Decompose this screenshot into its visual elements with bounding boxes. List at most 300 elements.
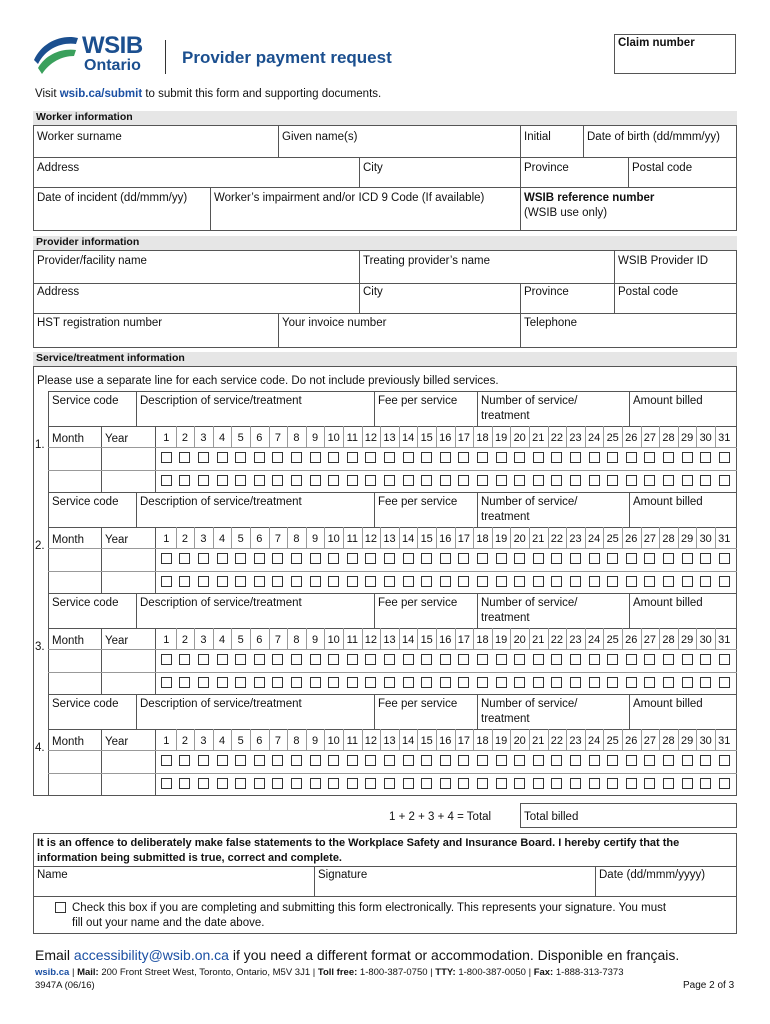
day-checkbox-row2[interactable]	[198, 475, 209, 486]
day-checkbox-row2[interactable]	[514, 576, 525, 587]
day-checkbox-row2[interactable]	[570, 475, 581, 486]
day-checkbox-row1[interactable]	[310, 654, 321, 665]
day-checkbox-row1[interactable]	[589, 553, 600, 564]
service-fee-field[interactable]: Fee per service	[378, 496, 458, 508]
day-checkbox-row2[interactable]	[570, 778, 581, 789]
day-checkbox-row1[interactable]	[198, 654, 209, 665]
day-checkbox-row1[interactable]	[514, 654, 525, 665]
day-checkbox-row2[interactable]	[179, 778, 190, 789]
worker-incident-date-field[interactable]: Date of incident (dd/mmm/yy)	[37, 192, 188, 204]
day-checkbox-row1[interactable]	[682, 553, 693, 564]
day-checkbox-row2[interactable]	[161, 778, 172, 789]
day-checkbox-row1[interactable]	[644, 755, 655, 766]
day-checkbox-row2[interactable]	[235, 778, 246, 789]
service-description-field[interactable]: Description of service/treatment	[140, 395, 302, 407]
day-checkbox-row1[interactable]	[365, 755, 376, 766]
day-checkbox-row1[interactable]	[663, 553, 674, 564]
day-checkbox-row2[interactable]	[458, 677, 469, 688]
day-checkbox-row2[interactable]	[477, 475, 488, 486]
day-checkbox-row1[interactable]	[700, 553, 711, 564]
day-checkbox-row1[interactable]	[291, 654, 302, 665]
day-checkbox-row2[interactable]	[272, 778, 283, 789]
day-checkbox-row2[interactable]	[179, 576, 190, 587]
day-checkbox-row1[interactable]	[533, 654, 544, 665]
day-checkbox-row2[interactable]	[310, 778, 321, 789]
day-checkbox-row2[interactable]	[496, 475, 507, 486]
day-checkbox-row2[interactable]	[626, 677, 637, 688]
day-checkbox-row1[interactable]	[235, 553, 246, 564]
day-checkbox-row2[interactable]	[310, 576, 321, 587]
day-checkbox-row2[interactable]	[496, 576, 507, 587]
day-checkbox-row1[interactable]	[570, 654, 581, 665]
day-checkbox-row2[interactable]	[700, 576, 711, 587]
worker-impairment-field[interactable]: Worker’s impairment and/or ICD 9 Code (If available)	[214, 192, 485, 204]
day-checkbox-row1[interactable]	[272, 755, 283, 766]
day-checkbox-row1[interactable]	[384, 553, 395, 564]
day-checkbox-row1[interactable]	[235, 755, 246, 766]
day-checkbox-row2[interactable]	[272, 475, 283, 486]
day-checkbox-row2[interactable]	[607, 677, 618, 688]
provider-province-field[interactable]: Province	[524, 286, 569, 298]
day-checkbox-row2[interactable]	[700, 475, 711, 486]
day-checkbox-row1[interactable]	[644, 553, 655, 564]
day-checkbox-row2[interactable]	[291, 677, 302, 688]
day-checkbox-row2[interactable]	[347, 576, 358, 587]
worker-postal-field[interactable]: Postal code	[632, 162, 693, 174]
day-checkbox-row2[interactable]	[458, 778, 469, 789]
day-checkbox-row2[interactable]	[477, 778, 488, 789]
day-checkbox-row1[interactable]	[179, 553, 190, 564]
day-checkbox-row1[interactable]	[607, 654, 618, 665]
day-checkbox-row1[interactable]	[198, 452, 209, 463]
day-checkbox-row2[interactable]	[458, 576, 469, 587]
day-checkbox-row1[interactable]	[384, 654, 395, 665]
day-checkbox-row1[interactable]	[310, 755, 321, 766]
day-checkbox-row2[interactable]	[403, 677, 414, 688]
day-checkbox-row1[interactable]	[235, 452, 246, 463]
worker-given-field[interactable]: Given name(s)	[282, 131, 358, 143]
day-checkbox-row1[interactable]	[403, 654, 414, 665]
day-checkbox-row1[interactable]	[551, 452, 562, 463]
day-checkbox-row2[interactable]	[644, 475, 655, 486]
worker-dob-field[interactable]: Date of birth (dd/mmm/yy)	[587, 131, 720, 143]
day-checkbox-row1[interactable]	[328, 452, 339, 463]
day-checkbox-row2[interactable]	[365, 677, 376, 688]
day-checkbox-row1[interactable]	[421, 654, 432, 665]
day-checkbox-row2[interactable]	[440, 475, 451, 486]
day-checkbox-row1[interactable]	[440, 553, 451, 564]
day-checkbox-row1[interactable]	[477, 755, 488, 766]
certify-signature-field[interactable]: Signature	[318, 869, 368, 881]
service-fee-field[interactable]: Fee per service	[378, 698, 458, 710]
service-amount-field[interactable]: Amount billed	[633, 395, 703, 407]
month-field[interactable]: Month	[52, 635, 84, 647]
day-checkbox-row1[interactable]	[477, 452, 488, 463]
provider-facility-field[interactable]: Provider/facility name	[37, 255, 147, 267]
day-checkbox-row2[interactable]	[291, 475, 302, 486]
day-checkbox-row1[interactable]	[347, 755, 358, 766]
day-checkbox-row2[interactable]	[347, 475, 358, 486]
day-checkbox-row2[interactable]	[589, 475, 600, 486]
day-checkbox-row2[interactable]	[254, 778, 265, 789]
day-checkbox-row2[interactable]	[682, 475, 693, 486]
day-checkbox-row2[interactable]	[421, 576, 432, 587]
day-checkbox-row1[interactable]	[496, 553, 507, 564]
month-field[interactable]: Month	[52, 736, 84, 748]
day-checkbox-row1[interactable]	[570, 755, 581, 766]
day-checkbox-row1[interactable]	[458, 553, 469, 564]
day-checkbox-row1[interactable]	[700, 654, 711, 665]
day-checkbox-row2[interactable]	[421, 677, 432, 688]
day-checkbox-row1[interactable]	[440, 452, 451, 463]
worker-initial-field[interactable]: Initial	[524, 131, 551, 143]
day-checkbox-row2[interactable]	[644, 677, 655, 688]
day-checkbox-row1[interactable]	[254, 755, 265, 766]
day-checkbox-row1[interactable]	[421, 755, 432, 766]
year-field[interactable]: Year	[105, 635, 129, 647]
service-description-field[interactable]: Description of service/treatment	[140, 597, 302, 609]
day-checkbox-row2[interactable]	[217, 475, 228, 486]
day-checkbox-row2[interactable]	[198, 677, 209, 688]
day-checkbox-row2[interactable]	[440, 778, 451, 789]
day-checkbox-row1[interactable]	[719, 452, 730, 463]
wsib-provider-id-field[interactable]: WSIB Provider ID	[618, 255, 709, 267]
day-checkbox-row1[interactable]	[403, 452, 414, 463]
invoice-number-field[interactable]: Your invoice number	[282, 317, 387, 329]
day-checkbox-row2[interactable]	[682, 576, 693, 587]
service-number-field[interactable]: Number of service/	[481, 395, 578, 407]
day-checkbox-row2[interactable]	[235, 677, 246, 688]
day-checkbox-row2[interactable]	[161, 576, 172, 587]
day-checkbox-row1[interactable]	[217, 452, 228, 463]
day-checkbox-row1[interactable]	[291, 755, 302, 766]
day-checkbox-row1[interactable]	[682, 755, 693, 766]
day-checkbox-row2[interactable]	[626, 576, 637, 587]
certify-date-field[interactable]: Date (dd/mmm/yyyy)	[599, 869, 706, 881]
day-checkbox-row2[interactable]	[589, 778, 600, 789]
day-checkbox-row1[interactable]	[161, 553, 172, 564]
worker-surname-field[interactable]: Worker surname	[37, 131, 122, 143]
day-checkbox-row1[interactable]	[440, 755, 451, 766]
day-checkbox-row2[interactable]	[384, 576, 395, 587]
wsib-site-link[interactable]: wsib.ca	[35, 967, 70, 978]
service-amount-field[interactable]: Amount billed	[633, 597, 703, 609]
day-checkbox-row2[interactable]	[719, 576, 730, 587]
day-checkbox-row2[interactable]	[254, 677, 265, 688]
day-checkbox-row2[interactable]	[644, 576, 655, 587]
day-checkbox-row1[interactable]	[217, 654, 228, 665]
day-checkbox-row2[interactable]	[551, 475, 562, 486]
day-checkbox-row1[interactable]	[477, 553, 488, 564]
service-number-field[interactable]: Number of service/	[481, 698, 578, 710]
day-checkbox-row2[interactable]	[310, 475, 321, 486]
day-checkbox-row1[interactable]	[291, 452, 302, 463]
day-checkbox-row2[interactable]	[328, 778, 339, 789]
day-checkbox-row2[interactable]	[291, 576, 302, 587]
day-checkbox-row2[interactable]	[719, 677, 730, 688]
day-checkbox-row1[interactable]	[161, 755, 172, 766]
day-checkbox-row2[interactable]	[384, 475, 395, 486]
worker-city-field[interactable]: City	[363, 162, 383, 174]
day-checkbox-row1[interactable]	[347, 452, 358, 463]
day-checkbox-row1[interactable]	[719, 654, 730, 665]
accessibility-email-link[interactable]: accessibility@wsib.on.ca	[73, 947, 229, 963]
treating-provider-field[interactable]: Treating provider’s name	[363, 255, 490, 267]
day-checkbox-row1[interactable]	[551, 654, 562, 665]
day-checkbox-row2[interactable]	[682, 677, 693, 688]
day-checkbox-row2[interactable]	[514, 677, 525, 688]
day-checkbox-row1[interactable]	[328, 654, 339, 665]
day-checkbox-row2[interactable]	[533, 778, 544, 789]
day-checkbox-row2[interactable]	[533, 475, 544, 486]
day-checkbox-row2[interactable]	[161, 677, 172, 688]
day-checkbox-row1[interactable]	[458, 452, 469, 463]
day-checkbox-row2[interactable]	[551, 576, 562, 587]
service-number-field[interactable]: Number of service/	[481, 496, 578, 508]
provider-address-field[interactable]: Address	[37, 286, 80, 298]
day-checkbox-row2[interactable]	[477, 576, 488, 587]
day-checkbox-row2[interactable]	[589, 576, 600, 587]
day-checkbox-row1[interactable]	[421, 553, 432, 564]
day-checkbox-row2[interactable]	[607, 475, 618, 486]
day-checkbox-row1[interactable]	[719, 553, 730, 564]
day-checkbox-row2[interactable]	[328, 576, 339, 587]
day-checkbox-row2[interactable]	[254, 475, 265, 486]
day-checkbox-row2[interactable]	[458, 475, 469, 486]
day-checkbox-row1[interactable]	[272, 654, 283, 665]
day-checkbox-row2[interactable]	[198, 576, 209, 587]
day-checkbox-row2[interactable]	[514, 778, 525, 789]
day-checkbox-row2[interactable]	[700, 677, 711, 688]
day-checkbox-row1[interactable]	[310, 553, 321, 564]
day-checkbox-row1[interactable]	[663, 755, 674, 766]
provider-city-field[interactable]: City	[363, 286, 383, 298]
day-checkbox-row1[interactable]	[272, 553, 283, 564]
day-checkbox-row1[interactable]	[365, 654, 376, 665]
service-amount-field[interactable]: Amount billed	[633, 698, 703, 710]
day-checkbox-row1[interactable]	[496, 452, 507, 463]
day-checkbox-row1[interactable]	[533, 553, 544, 564]
day-checkbox-row2[interactable]	[365, 475, 376, 486]
day-checkbox-row1[interactable]	[179, 755, 190, 766]
day-checkbox-row1[interactable]	[477, 654, 488, 665]
day-checkbox-row1[interactable]	[700, 755, 711, 766]
service-amount-field[interactable]: Amount billed	[633, 496, 703, 508]
day-checkbox-row2[interactable]	[310, 677, 321, 688]
day-checkbox-row1[interactable]	[217, 755, 228, 766]
day-checkbox-row1[interactable]	[719, 755, 730, 766]
day-checkbox-row2[interactable]	[254, 576, 265, 587]
day-checkbox-row1[interactable]	[626, 452, 637, 463]
day-checkbox-row1[interactable]	[682, 654, 693, 665]
day-checkbox-row2[interactable]	[607, 778, 618, 789]
service-code-field[interactable]: Service code	[52, 698, 119, 710]
day-checkbox-row2[interactable]	[198, 778, 209, 789]
day-checkbox-row1[interactable]	[347, 553, 358, 564]
service-code-field[interactable]: Service code	[52, 395, 119, 407]
day-checkbox-row1[interactable]	[254, 553, 265, 564]
day-checkbox-row1[interactable]	[663, 452, 674, 463]
day-checkbox-row2[interactable]	[235, 475, 246, 486]
day-checkbox-row1[interactable]	[533, 452, 544, 463]
day-checkbox-row1[interactable]	[272, 452, 283, 463]
day-checkbox-row2[interactable]	[663, 576, 674, 587]
day-checkbox-row2[interactable]	[663, 475, 674, 486]
day-checkbox-row1[interactable]	[384, 755, 395, 766]
day-checkbox-row2[interactable]	[440, 677, 451, 688]
day-checkbox-row1[interactable]	[607, 755, 618, 766]
day-checkbox-row2[interactable]	[384, 677, 395, 688]
day-checkbox-row2[interactable]	[700, 778, 711, 789]
day-checkbox-row1[interactable]	[161, 654, 172, 665]
day-checkbox-row1[interactable]	[496, 755, 507, 766]
day-checkbox-row2[interactable]	[347, 778, 358, 789]
day-checkbox-row1[interactable]	[570, 452, 581, 463]
day-checkbox-row1[interactable]	[626, 755, 637, 766]
day-checkbox-row2[interactable]	[551, 677, 562, 688]
day-checkbox-row2[interactable]	[384, 778, 395, 789]
day-checkbox-row2[interactable]	[291, 778, 302, 789]
day-checkbox-row1[interactable]	[328, 553, 339, 564]
day-checkbox-row2[interactable]	[217, 778, 228, 789]
day-checkbox-row1[interactable]	[365, 553, 376, 564]
day-checkbox-row2[interactable]	[496, 677, 507, 688]
day-checkbox-row1[interactable]	[198, 755, 209, 766]
day-checkbox-row2[interactable]	[682, 778, 693, 789]
service-fee-field[interactable]: Fee per service	[378, 597, 458, 609]
electronic-signature-checkbox[interactable]	[55, 902, 66, 913]
day-checkbox-row2[interactable]	[719, 778, 730, 789]
day-checkbox-row1[interactable]	[607, 553, 618, 564]
day-checkbox-row1[interactable]	[403, 755, 414, 766]
day-checkbox-row1[interactable]	[551, 553, 562, 564]
year-field[interactable]: Year	[105, 433, 129, 445]
day-checkbox-row2[interactable]	[403, 576, 414, 587]
day-checkbox-row1[interactable]	[514, 553, 525, 564]
day-checkbox-row1[interactable]	[161, 452, 172, 463]
day-checkbox-row2[interactable]	[533, 576, 544, 587]
day-checkbox-row1[interactable]	[421, 452, 432, 463]
day-checkbox-row2[interactable]	[328, 475, 339, 486]
day-checkbox-row2[interactable]	[533, 677, 544, 688]
service-number-field[interactable]: Number of service/	[481, 597, 578, 609]
day-checkbox-row2[interactable]	[421, 475, 432, 486]
day-checkbox-row2[interactable]	[365, 576, 376, 587]
day-checkbox-row2[interactable]	[403, 475, 414, 486]
day-checkbox-row2[interactable]	[272, 677, 283, 688]
day-checkbox-row2[interactable]	[477, 677, 488, 688]
day-checkbox-row2[interactable]	[347, 677, 358, 688]
day-checkbox-row1[interactable]	[570, 553, 581, 564]
day-checkbox-row1[interactable]	[291, 553, 302, 564]
day-checkbox-row1[interactable]	[589, 654, 600, 665]
day-checkbox-row2[interactable]	[570, 677, 581, 688]
day-checkbox-row2[interactable]	[179, 677, 190, 688]
day-checkbox-row2[interactable]	[514, 475, 525, 486]
day-checkbox-row1[interactable]	[589, 452, 600, 463]
day-checkbox-row2[interactable]	[217, 576, 228, 587]
day-checkbox-row1[interactable]	[179, 452, 190, 463]
day-checkbox-row2[interactable]	[719, 475, 730, 486]
day-checkbox-row2[interactable]	[626, 778, 637, 789]
day-checkbox-row2[interactable]	[607, 576, 618, 587]
day-checkbox-row2[interactable]	[217, 677, 228, 688]
day-checkbox-row1[interactable]	[217, 553, 228, 564]
service-fee-field[interactable]: Fee per service	[378, 395, 458, 407]
service-code-field[interactable]: Service code	[52, 496, 119, 508]
day-checkbox-row2[interactable]	[421, 778, 432, 789]
day-checkbox-row2[interactable]	[328, 677, 339, 688]
day-checkbox-row1[interactable]	[533, 755, 544, 766]
day-checkbox-row1[interactable]	[310, 452, 321, 463]
day-checkbox-row1[interactable]	[626, 654, 637, 665]
month-field[interactable]: Month	[52, 534, 84, 546]
day-checkbox-row1[interactable]	[365, 452, 376, 463]
day-checkbox-row2[interactable]	[644, 778, 655, 789]
year-field[interactable]: Year	[105, 534, 129, 546]
day-checkbox-row2[interactable]	[272, 576, 283, 587]
day-checkbox-row1[interactable]	[663, 654, 674, 665]
day-checkbox-row1[interactable]	[682, 452, 693, 463]
service-description-field[interactable]: Description of service/treatment	[140, 496, 302, 508]
day-checkbox-row1[interactable]	[700, 452, 711, 463]
day-checkbox-row1[interactable]	[328, 755, 339, 766]
year-field[interactable]: Year	[105, 736, 129, 748]
day-checkbox-row2[interactable]	[440, 576, 451, 587]
day-checkbox-row1[interactable]	[254, 654, 265, 665]
worker-province-field[interactable]: Province	[524, 162, 569, 174]
telephone-field[interactable]: Telephone	[524, 317, 578, 329]
day-checkbox-row2[interactable]	[589, 677, 600, 688]
day-checkbox-row1[interactable]	[384, 452, 395, 463]
day-checkbox-row2[interactable]	[179, 475, 190, 486]
worker-address-field[interactable]: Address	[37, 162, 80, 174]
day-checkbox-row2[interactable]	[663, 778, 674, 789]
day-checkbox-row1[interactable]	[496, 654, 507, 665]
day-checkbox-row2[interactable]	[365, 778, 376, 789]
day-checkbox-row1[interactable]	[458, 755, 469, 766]
day-checkbox-row1[interactable]	[179, 654, 190, 665]
day-checkbox-row1[interactable]	[514, 755, 525, 766]
submit-link[interactable]: wsib.ca/submit	[59, 88, 143, 100]
day-checkbox-row2[interactable]	[235, 576, 246, 587]
day-checkbox-row2[interactable]	[663, 677, 674, 688]
day-checkbox-row2[interactable]	[496, 778, 507, 789]
day-checkbox-row1[interactable]	[589, 755, 600, 766]
day-checkbox-row1[interactable]	[254, 452, 265, 463]
day-checkbox-row1[interactable]	[458, 654, 469, 665]
day-checkbox-row1[interactable]	[403, 553, 414, 564]
day-checkbox-row2[interactable]	[626, 475, 637, 486]
service-code-field[interactable]: Service code	[52, 597, 119, 609]
day-checkbox-row1[interactable]	[644, 654, 655, 665]
day-checkbox-row1[interactable]	[514, 452, 525, 463]
day-checkbox-row1[interactable]	[626, 553, 637, 564]
day-checkbox-row2[interactable]	[161, 475, 172, 486]
service-description-field[interactable]: Description of service/treatment	[140, 698, 302, 710]
certify-name-field[interactable]: Name	[37, 869, 68, 881]
day-checkbox-row1[interactable]	[440, 654, 451, 665]
month-field[interactable]: Month	[52, 433, 84, 445]
day-checkbox-row1[interactable]	[551, 755, 562, 766]
day-checkbox-row1[interactable]	[235, 654, 246, 665]
day-checkbox-row1[interactable]	[198, 553, 209, 564]
hst-number-field[interactable]: HST registration number	[37, 317, 163, 329]
day-checkbox-row2[interactable]	[403, 778, 414, 789]
day-checkbox-row2[interactable]	[570, 576, 581, 587]
day-checkbox-row1[interactable]	[607, 452, 618, 463]
day-checkbox-row2[interactable]	[551, 778, 562, 789]
